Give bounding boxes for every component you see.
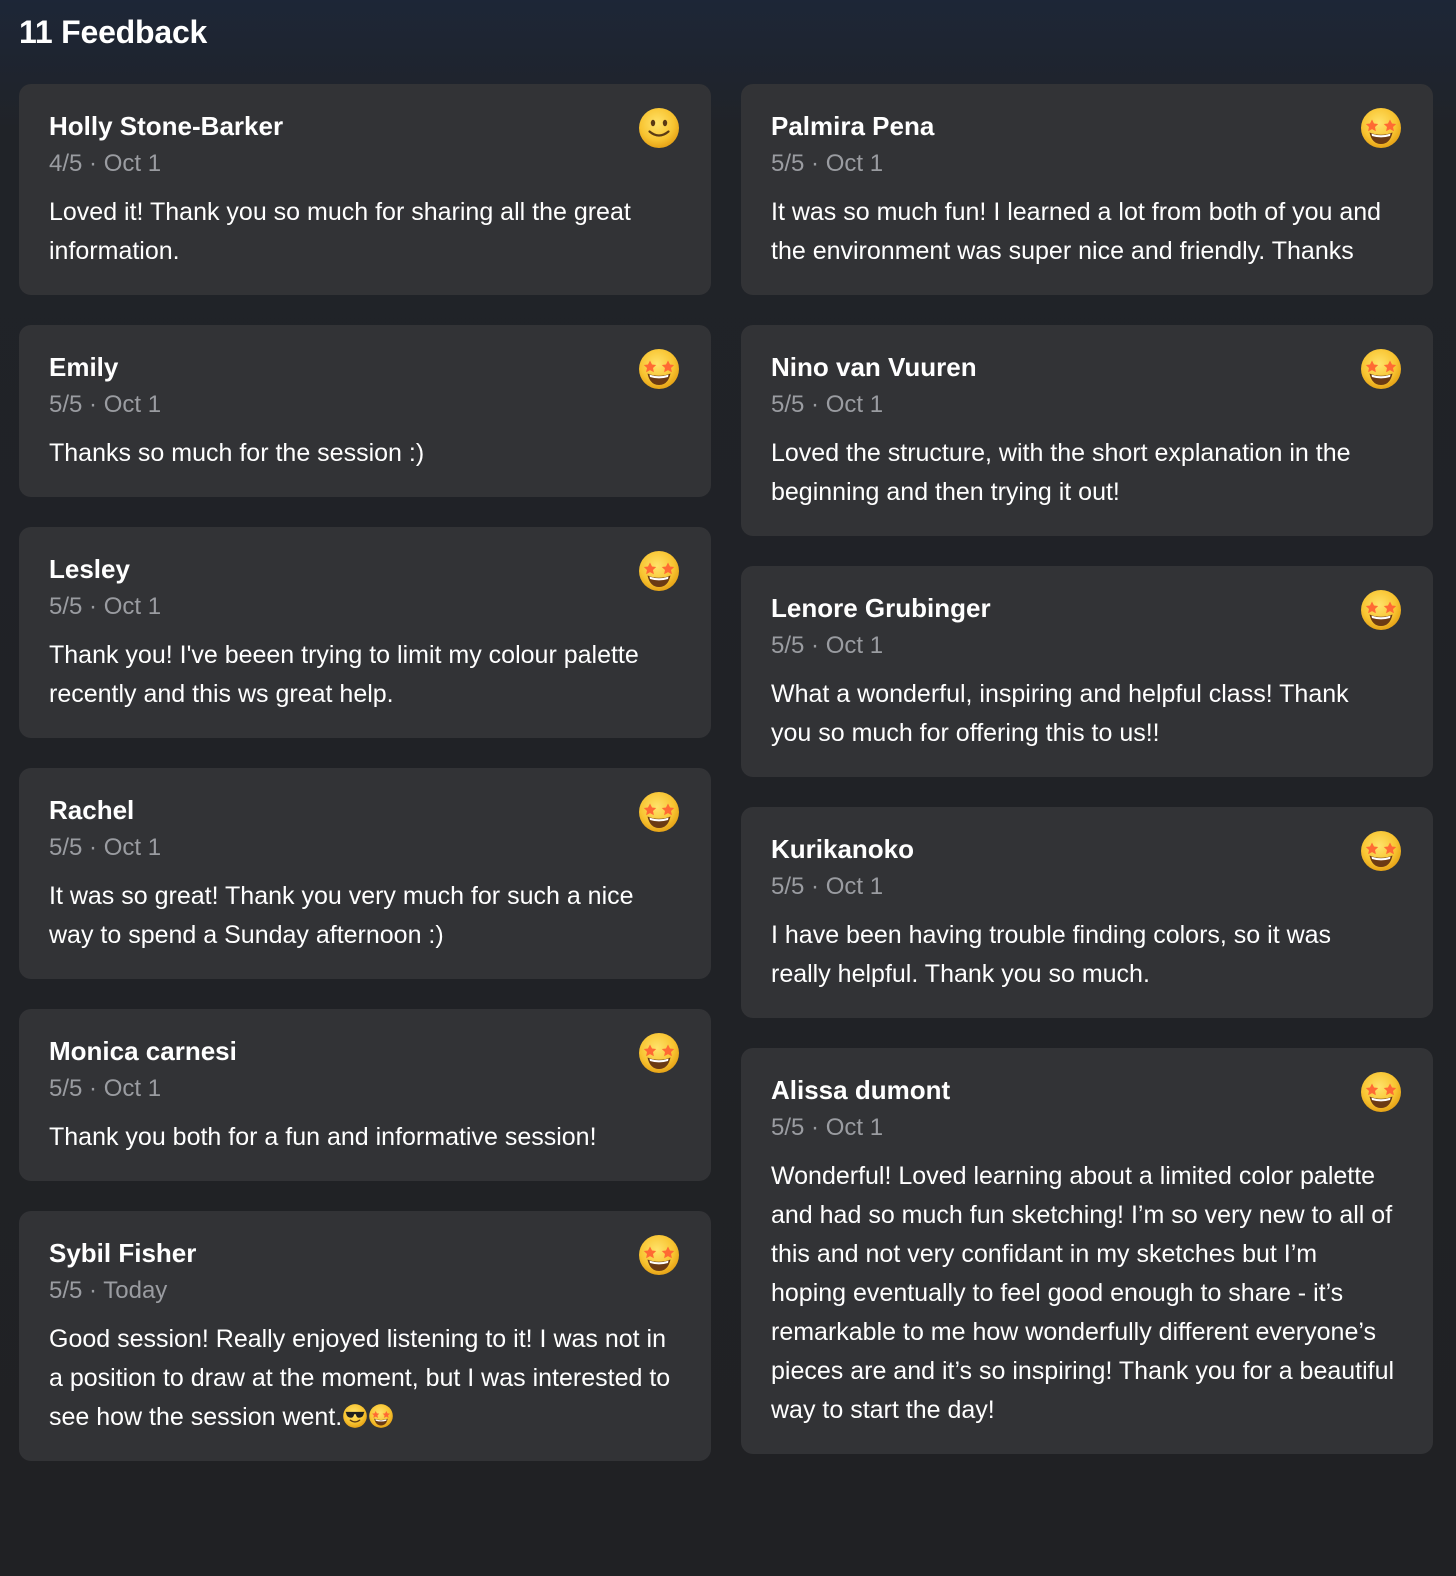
feedback-grid (19, 84, 1433, 1461)
reviewer-name: Palmira Pena (771, 111, 935, 141)
star-struck-face-icon (637, 790, 681, 834)
reviewer-name: Nino van Vuuren (771, 352, 977, 382)
rating-date: 5/5 · Oct 1 (771, 1114, 884, 1141)
reviewer-name: Alissa dumont (771, 1075, 951, 1105)
feedback-column-left (19, 84, 711, 1461)
rating-date: 5/5 · Oct 1 (771, 391, 884, 418)
reviewer-name: Lesley (49, 554, 130, 584)
rating-date: 5/5 · Oct 1 (49, 1075, 162, 1102)
reviewer-name: Emily (49, 352, 119, 382)
feedback-text: What a wonderful, inspiring and helpful class! Thank you so much for offering this to us!! (771, 680, 1349, 747)
star-struck-face-icon (368, 1403, 394, 1429)
feedback-column-right (741, 84, 1433, 1454)
rating-date: 5/5 · Oct 1 (49, 391, 162, 418)
feedback-card (741, 807, 1433, 1018)
rating-date: 5/5 · Oct 1 (49, 593, 162, 620)
rating-date: 5/5 · Today (49, 1277, 168, 1304)
reviewer-name: Monica carnesi (49, 1036, 237, 1066)
feedback-card (19, 1211, 711, 1461)
feedback-card (741, 1048, 1433, 1454)
slightly-smiling-face-icon (637, 106, 681, 150)
feedback-text: It was so much fun! I learned a lot from both of you and the environment was super nice and friendly. Thanks (771, 198, 1382, 265)
reviewer-name: Rachel (49, 795, 135, 825)
star-struck-face-icon (637, 1031, 681, 1075)
star-struck-face-icon (1359, 829, 1403, 873)
reviewer-name: Kurikanoko (771, 834, 915, 864)
star-struck-face-icon (1359, 106, 1403, 150)
rating-date: 5/5 · Oct 1 (771, 150, 884, 177)
rating-date: 5/5 · Oct 1 (771, 632, 884, 659)
feedback-text: Thanks so much for the session :) (49, 439, 425, 467)
feedback-card (19, 1009, 711, 1181)
rating-date: 5/5 · Oct 1 (49, 834, 162, 861)
feedback-card (19, 527, 711, 738)
rating-date: 5/5 · Oct 1 (771, 873, 884, 900)
star-struck-face-icon (1359, 1070, 1403, 1114)
feedback-text: Good session! Really enjoyed listening to it! I was not in a position to draw at the moment, but I was interested to see how the session went. (49, 1325, 671, 1431)
star-struck-face-icon (637, 549, 681, 593)
feedback-text: It was so great! Thank you very much for such a nice way to spend a Sunday afternoon :) (49, 882, 634, 949)
sunglasses-face-icon (342, 1403, 368, 1429)
feedback-card (741, 566, 1433, 777)
feedback-card (741, 84, 1433, 295)
feedback-text: Loved the structure, with the short explanation in the beginning and then trying it out! (771, 439, 1351, 506)
feedback-card (741, 325, 1433, 536)
feedback-text: I have been having trouble finding colors, so it was really helpful. Thank you so much. (771, 921, 1332, 988)
feedback-text: Wonderful! Loved learning about a limited color palette and had so much fun sketching! I’m so very new to all of this and not very confidant in my sketches but I’m hoping eventually to feel good enough to share - it’s remarkable to me how wonderfully different everyone’s pieces are and it’s so inspiring! Thank you for a beautiful way to start the day! (771, 1162, 1395, 1424)
feedback-card (19, 325, 711, 497)
star-struck-face-icon (1359, 347, 1403, 391)
star-struck-face-icon (637, 1233, 681, 1277)
reviewer-name: Holly Stone-Barker (49, 111, 284, 141)
reviewer-name: Sybil Fisher (49, 1238, 197, 1268)
star-struck-face-icon (1359, 588, 1403, 632)
page-title: 11 Feedback (19, 14, 208, 50)
feedback-text: Thank you both for a fun and informative session! (49, 1123, 597, 1151)
feedback-card (19, 768, 711, 979)
reviewer-name: Lenore Grubinger (771, 593, 991, 623)
rating-date: 4/5 · Oct 1 (49, 150, 162, 177)
feedback-card (19, 84, 711, 295)
feedback-text-container (49, 1320, 681, 1437)
star-struck-face-icon (637, 347, 681, 391)
feedback-text: Thank you! I've beeen trying to limit my colour palette recently and this ws great help. (49, 641, 639, 708)
feedback-text: Loved it! Thank you so much for sharing all the great information. (49, 198, 631, 265)
